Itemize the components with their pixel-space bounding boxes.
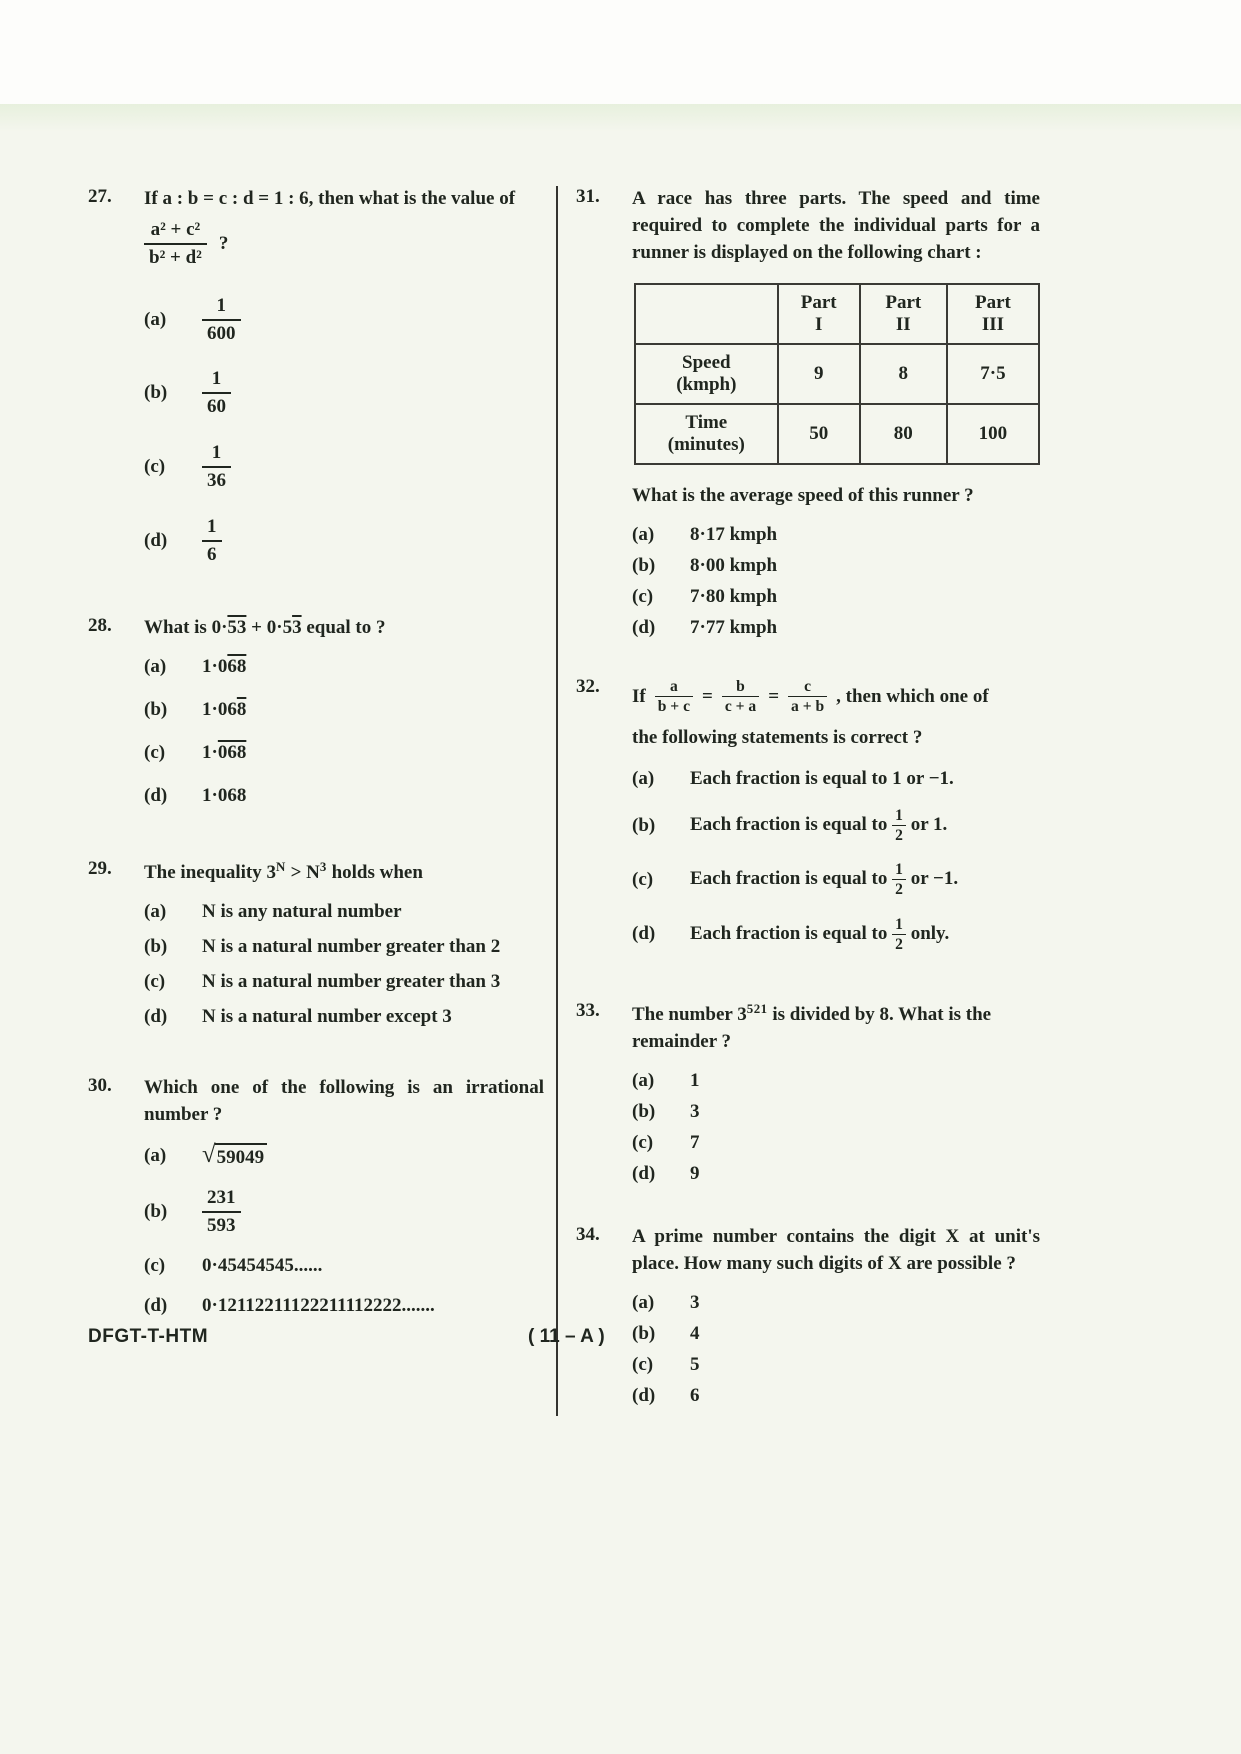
table-cell: 100 — [947, 404, 1039, 464]
fraction — [722, 678, 759, 715]
option-label: (b) — [632, 554, 656, 576]
option-text: 7 — [690, 1131, 700, 1153]
option-label: (a) — [144, 1145, 167, 1167]
option-label: (d) — [632, 1384, 656, 1406]
table-cell: 8 — [860, 344, 947, 404]
option-a — [632, 1070, 1040, 1092]
option-label: (a) — [144, 656, 167, 678]
option-label: (b) — [632, 1100, 656, 1122]
table-row-header: Time (minutes) — [635, 404, 778, 464]
fraction — [202, 1187, 241, 1237]
option-value — [202, 785, 246, 807]
fraction-denominator: a + b — [791, 698, 825, 715]
text-segment: remainder ? — [632, 1030, 732, 1052]
fraction-numerator: 1 — [892, 861, 906, 880]
option-b — [632, 555, 1040, 577]
options — [632, 1070, 1040, 1185]
fraction — [892, 916, 906, 953]
fraction — [144, 219, 207, 269]
booklet-code: DFGT-T-HTM — [88, 1326, 209, 1347]
option-c — [632, 861, 1040, 898]
option-d — [632, 916, 1040, 953]
exam-page-content — [88, 186, 1040, 1416]
option-value — [690, 861, 958, 898]
text-segment: 1·0 — [202, 656, 228, 678]
table-row — [635, 404, 1039, 464]
question-32 — [576, 676, 1040, 970]
question-number: 28. — [88, 615, 112, 637]
options — [632, 768, 1040, 953]
table-cell: 7·5 — [947, 344, 1039, 404]
option-b — [632, 1323, 1040, 1345]
fraction — [202, 368, 231, 418]
question-mark: ? — [218, 232, 229, 254]
fraction-numerator: 1 — [892, 916, 906, 935]
sub-question-text: What is the average speed of this runner ? — [632, 484, 974, 506]
option-text: N is a natural number greater than 2 — [202, 936, 501, 958]
text-segment: The inequality 3 — [144, 862, 276, 884]
option-c — [632, 1132, 1040, 1154]
option-label: (c) — [632, 1131, 654, 1153]
option-label: (a) — [632, 523, 655, 545]
repeating-decimal: 53 — [227, 617, 247, 639]
option-label: (d) — [632, 1162, 656, 1184]
option-a — [144, 295, 544, 345]
option-text: 7·80 kmph — [690, 585, 778, 607]
option-label: (b) — [144, 936, 168, 958]
question-number: 30. — [88, 1075, 112, 1097]
question-expression — [144, 219, 544, 269]
fraction-denominator: 6 — [207, 543, 217, 565]
table-header-cell: Part II — [860, 284, 947, 344]
fraction-numerator: 1 — [202, 516, 222, 542]
question-text: the following statements is correct ? — [632, 727, 923, 749]
fraction-denominator: b² + d² — [149, 246, 202, 268]
question-text — [144, 858, 544, 887]
option-c — [144, 1255, 544, 1277]
option-label: (d) — [632, 616, 656, 638]
exponent: N — [275, 859, 286, 875]
option-label: (a) — [144, 308, 167, 330]
question-31 — [576, 186, 1040, 648]
option-label: (c) — [144, 971, 166, 993]
option-text: 8·17 kmph — [690, 523, 778, 545]
repeating-decimal: 068 — [217, 742, 247, 764]
option-c — [144, 971, 544, 993]
table-header-cell: Part I — [778, 284, 860, 344]
question-28 — [88, 615, 544, 828]
options — [632, 524, 1040, 639]
text-segment: If — [632, 685, 646, 707]
option-label: (c) — [144, 455, 166, 477]
option-label: (d) — [144, 1295, 168, 1317]
option-text: 3 — [690, 1100, 700, 1122]
option-text: Each fraction is equal to 1 or −1. — [690, 768, 954, 790]
question-number: 33. — [576, 999, 600, 1021]
option-text: 7·77 kmph — [690, 616, 778, 638]
options — [144, 656, 544, 807]
exponent: 521 — [746, 1000, 768, 1016]
fraction-numerator: c — [788, 678, 827, 697]
table-row-header: Speed (kmph) — [635, 344, 778, 404]
question-text: A prime number contains the digit X at unit's place. How many such digits of X are possible ? — [632, 1225, 1040, 1274]
fraction-denominator: 593 — [207, 1215, 236, 1237]
option-label: (d) — [632, 923, 656, 945]
text-segment: holds when — [326, 862, 423, 884]
option-b — [144, 699, 544, 721]
option-a — [144, 656, 544, 678]
question-29 — [88, 858, 544, 1041]
fraction — [202, 295, 241, 345]
option-label: (b) — [144, 699, 168, 721]
option-text: 1 — [690, 1069, 700, 1091]
question-30 — [88, 1075, 544, 1335]
option-text: 3 — [690, 1291, 700, 1313]
question-number: 34. — [576, 1223, 600, 1245]
option-label: (a) — [144, 901, 167, 923]
option-label: (a) — [632, 768, 655, 790]
speed-time-table — [634, 283, 1040, 465]
option-c — [144, 442, 544, 492]
option-value — [202, 742, 246, 764]
option-label: (d) — [144, 1006, 168, 1028]
table-cell: 80 — [860, 404, 947, 464]
question-text — [632, 1000, 1040, 1056]
scan-tint-band — [0, 104, 1241, 132]
right-column — [556, 186, 1040, 1416]
option-a — [144, 1143, 544, 1169]
fraction — [892, 807, 906, 844]
option-d — [144, 1006, 544, 1028]
options — [144, 295, 544, 566]
fraction-numerator: 231 — [202, 1187, 241, 1213]
text-segment: or −1. — [910, 868, 959, 890]
text-segment: is divided by 8. What is the — [767, 1003, 992, 1025]
option-text: 8·00 kmph — [690, 554, 778, 576]
fraction — [202, 442, 231, 492]
option-b — [144, 1187, 544, 1237]
question-27 — [88, 186, 544, 589]
fraction-numerator: b — [722, 678, 759, 697]
option-value — [202, 699, 246, 721]
options — [144, 1143, 544, 1317]
fraction-numerator: 1 — [202, 442, 231, 468]
repeating-decimal: 3 — [292, 617, 302, 639]
option-a — [632, 768, 1040, 790]
text-segment: or 1. — [910, 814, 948, 836]
option-label: (a) — [632, 1291, 655, 1313]
exponent: 3 — [319, 859, 327, 875]
option-text: N is any natural number — [202, 901, 402, 923]
text-segment: equal to ? — [301, 617, 386, 639]
option-c — [632, 1354, 1040, 1376]
fraction-numerator: 1 — [202, 295, 241, 321]
option-text: 0·45454545...... — [202, 1255, 323, 1277]
fraction — [202, 516, 222, 566]
text-segment: only. — [910, 922, 950, 944]
text-segment: , then which one of — [836, 685, 989, 707]
option-label: (d) — [144, 785, 168, 807]
option-d — [144, 516, 544, 566]
option-label: (c) — [632, 585, 654, 607]
text-segment: What is 0· — [144, 617, 228, 639]
fraction-denominator: 2 — [895, 827, 903, 845]
fraction — [892, 861, 906, 898]
text-segment: Each fraction is equal to — [690, 868, 888, 890]
question-number: 27. — [88, 186, 112, 207]
option-d — [632, 1163, 1040, 1185]
options — [144, 901, 544, 1028]
option-value — [690, 807, 947, 844]
table-header-row — [635, 284, 1039, 344]
option-value — [690, 916, 949, 953]
text-segment: + 0·5 — [246, 617, 293, 639]
option-a — [144, 901, 544, 923]
question-text — [144, 186, 544, 213]
option-label: (b) — [144, 1201, 168, 1223]
option-a — [632, 524, 1040, 546]
question-number: 29. — [88, 858, 112, 880]
option-text: 5 — [690, 1353, 700, 1375]
table-cell: 9 — [778, 344, 860, 404]
option-label: (a) — [632, 1069, 655, 1091]
text-segment: Each fraction is equal to — [690, 814, 888, 836]
text-segment: 1·06 — [202, 699, 237, 721]
option-d — [632, 1385, 1040, 1407]
options — [632, 1292, 1040, 1407]
question-text — [144, 615, 544, 642]
text-segment: Each fraction is equal to — [690, 922, 888, 944]
fraction-numerator: 1 — [202, 368, 231, 394]
radical-sign: √ — [202, 1141, 216, 1169]
fraction-denominator: 600 — [207, 322, 236, 344]
fraction — [655, 678, 693, 715]
fraction-denominator: 60 — [207, 396, 226, 418]
repeating-decimal: 8 — [236, 699, 247, 721]
option-label: (b) — [144, 382, 168, 404]
fraction-denominator: b + c — [657, 698, 690, 715]
option-c — [144, 742, 544, 764]
option-c — [632, 586, 1040, 608]
text-segment: > N — [285, 862, 320, 884]
table-row — [635, 344, 1039, 404]
page-number: ( 11 – A ) — [528, 1326, 605, 1347]
square-root-expression — [202, 1143, 267, 1169]
text-segment: The number 3 — [632, 1003, 747, 1025]
fraction-denominator: 2 — [895, 881, 903, 899]
option-b — [632, 1101, 1040, 1123]
radicand: 59049 — [215, 1143, 268, 1169]
option-label: (b) — [632, 814, 656, 836]
question-text: Which one of the following is an irrational number ? — [144, 1077, 544, 1126]
option-text: N is a natural number except 3 — [202, 1006, 452, 1028]
fraction-numerator: a — [655, 678, 693, 697]
option-text: 6 — [690, 1384, 700, 1406]
option-b — [144, 936, 544, 958]
question-intro: If a : b = c : d = 1 : 6, then what is the value of — [144, 188, 516, 209]
option-d — [144, 785, 544, 807]
fraction-numerator: a² + c² — [144, 219, 207, 245]
page-top-margin — [0, 0, 1241, 104]
text-segment: 1·068 — [202, 785, 247, 807]
question-number: 32. — [576, 675, 600, 697]
option-label: (c) — [144, 1255, 166, 1277]
option-value — [202, 656, 246, 678]
option-text: 0·12112211122211112222....... — [202, 1295, 435, 1317]
fraction-denominator: 36 — [207, 469, 226, 491]
fraction-numerator: 1 — [892, 807, 906, 826]
option-d — [632, 617, 1040, 639]
option-d — [144, 1295, 544, 1317]
option-label: (c) — [632, 1353, 654, 1375]
text-segment: 1· — [202, 742, 218, 764]
repeating-decimal: 68 — [227, 656, 247, 678]
option-label: (c) — [632, 868, 654, 890]
option-text: 9 — [690, 1162, 700, 1184]
option-b — [144, 368, 544, 418]
question-34 — [576, 1224, 1040, 1416]
question-33 — [576, 1000, 1040, 1194]
table-header-cell — [635, 284, 778, 344]
option-text: 4 — [690, 1322, 700, 1344]
equals-sign: = — [701, 685, 713, 707]
question-equation — [632, 678, 1040, 715]
fraction — [788, 678, 827, 715]
option-label: (c) — [144, 742, 166, 764]
option-label: (b) — [632, 1322, 656, 1344]
equals-sign: = — [768, 685, 780, 707]
question-number: 31. — [576, 186, 600, 207]
option-label: (d) — [144, 529, 168, 551]
option-b — [632, 807, 1040, 844]
fraction-denominator: 2 — [895, 935, 903, 953]
option-a — [632, 1292, 1040, 1314]
fraction-denominator: c + a — [724, 698, 757, 715]
left-column — [88, 186, 556, 1416]
table-cell: 50 — [778, 404, 860, 464]
option-text: N is a natural number greater than 3 — [202, 971, 501, 993]
table-header-cell: Part III — [947, 284, 1039, 344]
question-text: A race has three parts. The speed and time required to complete the individual parts for a runner is displayed on the following chart : — [632, 188, 1040, 263]
